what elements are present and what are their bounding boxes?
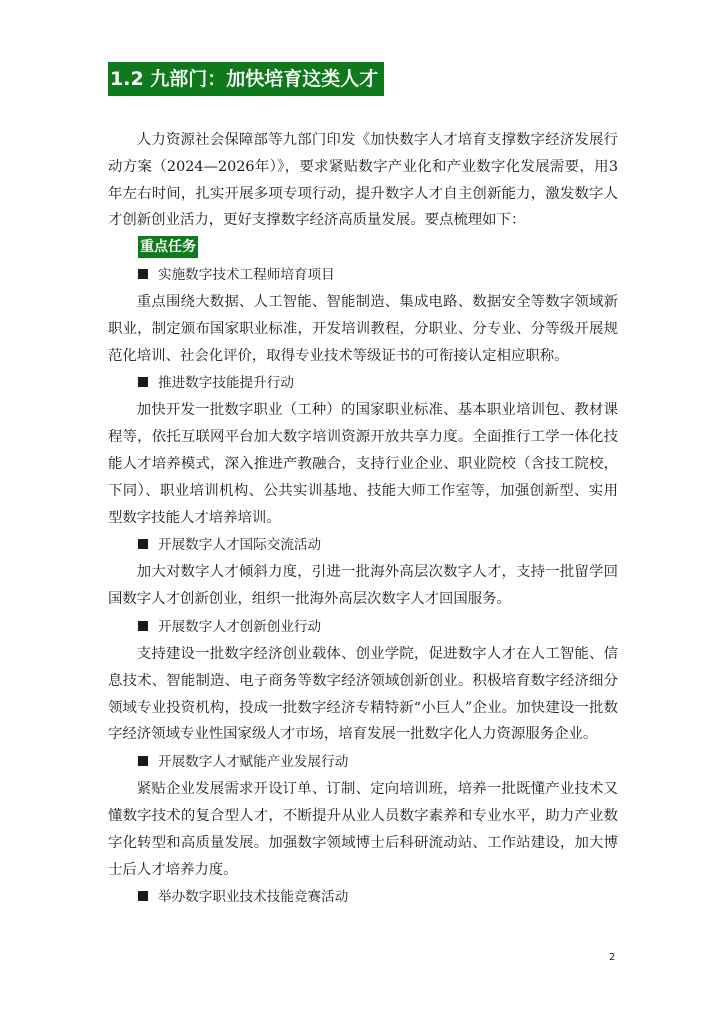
square-bullet-icon (138, 269, 148, 279)
task-heading-text: 开展数字人才赋能产业发展行动 (158, 754, 349, 771)
square-bullet-icon (138, 621, 148, 631)
task-heading (108, 261, 618, 289)
square-bullet-icon (138, 539, 148, 549)
task-heading (108, 369, 618, 397)
tasks-tag-row (108, 234, 618, 261)
task-body: 紧贴企业发展需求开设订单、订制、定向培训班，培养一批既懂产业技术又懂数字技术的复合型人才，不断提升从业人员数字素养和专业水平，助力产业数字化转型和高质量发展。加强数字领域博士后科研流动站、工作站建设，加大博士后人才培养力度。 (108, 781, 618, 878)
document-body (108, 127, 618, 911)
task-heading (108, 613, 618, 641)
task-heading-text: 开展数字人才国际交流活动 (158, 537, 322, 554)
task-body: 加快开发一批数字职业（工种）的国家职业标准、基本职业培训包、教材课程等，依托互联网平台加大数字培训资源开放共享力度。全面推行工学一体化技能人才培养模式，深入推进产教融合，支持行业企业、职业院校（含技工院校，下同）、职业培训机构、公共实训基地、技能大师工作室等，加强创新型、实用型数字技能人才培养培训。 (108, 402, 618, 526)
task-body: 支持建设一批数字经济创业载体、创业学院，促进数字人才在人工智能、信息技术、智能制造、电子商务等数字经济领域创新创业。积极培育数字经济细分领域专业投资机构，投成一批数字经济专精特新“小巨人”企业。加快建设一批数字经济领域专业性国家级人才市场，培育发展一批数字化人力资源服务企业。 (108, 645, 618, 743)
page-number: 2 (609, 952, 616, 963)
task-heading-text: 开展数字人才创新创业行动 (158, 618, 322, 635)
task-heading-text: 实施数字技术工程师培育项目 (158, 266, 335, 283)
section-title: 1.2 九部门：加快培育这类人才 (108, 62, 384, 96)
task-heading (108, 883, 618, 911)
task-heading-text: 举办数字职业技术技能竞赛活动 (158, 889, 349, 906)
task-heading (108, 531, 618, 559)
task-heading-text: 推进数字技能提升行动 (158, 375, 294, 392)
square-bullet-icon (138, 891, 148, 901)
task-heading (108, 748, 618, 776)
square-bullet-icon (138, 377, 148, 387)
task-body: 重点围绕大数据、人工智能、智能制造、集成电路、数据安全等数字领域新职业，制定颁布国家职业标准，开发培训教程，分职业、分专业、分等级开展规范化培训、社会化评价，取得专业技术等级证书的可衔接认定相应职称。 (108, 293, 618, 364)
square-bullet-icon (138, 756, 148, 766)
intro-paragraph: 人力资源社会保障部等九部门印发《加快数字人才培育支撑数字经济发展行动方案（2024—2026年）》，要求紧贴数字产业化和产业数字化发展需要，用3年左右时间，扎实开展多项专项行动，提升数字人才自主创新能力，激发数字人才创新创业活力，更好支撑数字经济高质量发展。要点梳理如下： (108, 132, 618, 229)
task-body: 加大对数字人才倾斜力度，引进一批海外高层次数字人才，支持一批留学回国数字人才创新创业，组织一批海外高层次数字人才回国服务。 (108, 564, 618, 608)
tasks-tag: 重点任务 (138, 236, 198, 258)
